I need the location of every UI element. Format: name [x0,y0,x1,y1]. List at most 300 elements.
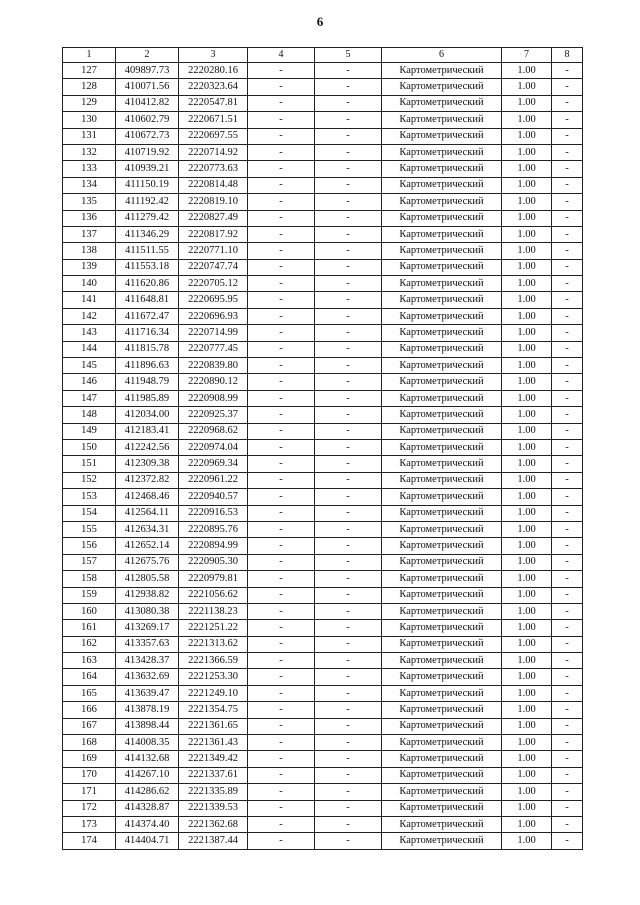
table-cell: 1.00 [502,767,552,783]
table-cell: 1.00 [502,439,552,455]
table-row [63,505,583,521]
table-cell: 1.00 [502,620,552,636]
table-row [63,669,583,685]
table-cell: - [315,63,382,79]
table-cell: 174 [63,833,116,849]
table-cell: 414404.71 [116,833,179,849]
table-cell: 164 [63,669,116,685]
table-cell: 2220696.93 [179,308,248,324]
table-cell: 1.00 [502,243,552,259]
table-cell: 2221138.23 [179,603,248,619]
table-cell: - [552,571,583,587]
table-cell: - [552,374,583,390]
table-cell: 1.00 [502,669,552,685]
table-cell: - [315,325,382,341]
header-cell: 8 [552,48,583,63]
table-cell: Картометрический [382,620,502,636]
table-cell: 163 [63,653,116,669]
table-row [63,489,583,505]
table-cell: - [552,603,583,619]
table-cell: 411279.42 [116,210,179,226]
table-cell: - [248,243,315,259]
table-cell: 412372.82 [116,472,179,488]
table-cell: - [315,210,382,226]
table-row [63,538,583,554]
table-cell: 413269.17 [116,620,179,636]
table-cell: 129 [63,95,116,111]
table-cell: - [552,144,583,160]
table-cell: - [552,718,583,734]
table-cell: - [248,554,315,570]
table-row [63,833,583,849]
table-cell: 1.00 [502,472,552,488]
header-row [63,48,583,63]
table-cell: - [315,407,382,423]
table-cell: - [315,636,382,652]
table-cell: 414328.87 [116,800,179,816]
table-cell: Картометрический [382,439,502,455]
table-cell: Картометрический [382,161,502,177]
table-cell: 1.00 [502,505,552,521]
table-cell: 2221361.43 [179,735,248,751]
table-cell: 2220817.92 [179,226,248,242]
table-cell: 2221251.22 [179,620,248,636]
table-cell: - [248,587,315,603]
table-cell: - [315,358,382,374]
table-cell: 413878.19 [116,702,179,718]
table-cell: - [552,472,583,488]
table-cell: - [248,63,315,79]
table-row [63,177,583,193]
table-cell: 2221361.65 [179,718,248,734]
table-cell: 2220814.48 [179,177,248,193]
table-row [63,358,583,374]
table-cell: Картометрический [382,554,502,570]
table-cell: 1.00 [502,95,552,111]
table-cell: 155 [63,521,116,537]
table-cell: 411896.63 [116,358,179,374]
table-cell: 410939.21 [116,161,179,177]
table-cell: 2220827.49 [179,210,248,226]
table-cell: - [248,341,315,357]
table-cell: 2221337.61 [179,767,248,783]
table-cell: - [248,292,315,308]
table-cell: 154 [63,505,116,521]
table-cell: - [315,571,382,587]
table-row [63,784,583,800]
table-row [63,767,583,783]
table-row [63,341,583,357]
table-row [63,702,583,718]
table-cell: Картометрический [382,292,502,308]
table-cell: - [248,144,315,160]
table-row [63,128,583,144]
table-cell: - [315,292,382,308]
table-cell: 1.00 [502,718,552,734]
table-cell: - [248,521,315,537]
table-cell: - [552,816,583,832]
table-cell: 1.00 [502,735,552,751]
table-cell: 2220908.99 [179,390,248,406]
table-cell: Картометрический [382,374,502,390]
table-cell: - [248,95,315,111]
table-cell: 152 [63,472,116,488]
table-cell: - [248,767,315,783]
table-cell: 138 [63,243,116,259]
table-row [63,816,583,832]
table-row [63,292,583,308]
table-cell: - [315,816,382,832]
table-cell: - [552,489,583,505]
table-cell: - [315,194,382,210]
table-cell: - [552,538,583,554]
table-cell: - [315,456,382,472]
table-cell: 411620.86 [116,276,179,292]
table-cell: 1.00 [502,374,552,390]
table-cell: 1.00 [502,702,552,718]
table-cell: - [248,735,315,751]
table-cell: 1.00 [502,800,552,816]
table-cell: 411150.19 [116,177,179,193]
table-cell: 2220714.92 [179,144,248,160]
table-cell: 1.00 [502,538,552,554]
table-cell: - [248,161,315,177]
table-cell: 1.00 [502,112,552,128]
table-cell: 2220974.04 [179,439,248,455]
table-cell: 412805.58 [116,571,179,587]
table-cell: 139 [63,259,116,275]
header-cell: 3 [179,48,248,63]
table-cell: 146 [63,374,116,390]
table-cell: 132 [63,144,116,160]
table-cell: - [248,308,315,324]
table-row [63,161,583,177]
table-cell: 1.00 [502,259,552,275]
table-cell: - [248,571,315,587]
table-cell: 1.00 [502,79,552,95]
table-cell: 2221362.68 [179,816,248,832]
table-cell: - [248,112,315,128]
table-body [63,48,583,850]
table-cell: 411192.42 [116,194,179,210]
table-cell: Картометрический [382,751,502,767]
table-cell: 173 [63,816,116,832]
table-cell: 2220547.81 [179,95,248,111]
table-cell: - [248,538,315,554]
table-cell: 409897.73 [116,63,179,79]
table-cell: Картометрический [382,128,502,144]
table-cell: Картометрический [382,63,502,79]
table-cell: 1.00 [502,407,552,423]
table-cell: 170 [63,767,116,783]
table-cell: 413080.38 [116,603,179,619]
table-cell: Картометрический [382,472,502,488]
table-cell: 412634.31 [116,521,179,537]
table-cell: - [248,226,315,242]
table-row [63,407,583,423]
table-row [63,571,583,587]
table-row [63,521,583,537]
table-cell: - [315,439,382,455]
table-cell: Картометрический [382,210,502,226]
table-cell: Картометрический [382,112,502,128]
table-cell: - [552,784,583,800]
table-row [63,685,583,701]
table-cell: Картометрический [382,456,502,472]
table-cell: 1.00 [502,587,552,603]
table-cell: - [248,276,315,292]
table-cell: - [552,259,583,275]
table-cell: 2220695.95 [179,292,248,308]
table-row [63,79,583,95]
table-cell: 1.00 [502,390,552,406]
table-cell: 1.00 [502,210,552,226]
table-row [63,439,583,455]
table-cell: 166 [63,702,116,718]
header-cell: 7 [502,48,552,63]
table-cell: 145 [63,358,116,374]
table-row [63,374,583,390]
table-cell: 2221349.42 [179,751,248,767]
table-cell: 1.00 [502,554,552,570]
table-cell: 149 [63,423,116,439]
table-cell: 140 [63,276,116,292]
table-cell: 1.00 [502,423,552,439]
table-cell: - [315,95,382,111]
header-cell: 1 [63,48,116,63]
table-cell: 1.00 [502,751,552,767]
table-cell: 413428.37 [116,653,179,669]
table-cell: 153 [63,489,116,505]
table-cell: - [552,751,583,767]
table-cell: 128 [63,79,116,95]
table-cell: - [552,161,583,177]
table-row [63,800,583,816]
table-cell: 411985.89 [116,390,179,406]
table-cell: 1.00 [502,63,552,79]
table-cell: - [552,505,583,521]
table-row [63,620,583,636]
table-cell: - [552,79,583,95]
table-cell: 2221366.59 [179,653,248,669]
table-cell: - [315,800,382,816]
table-cell: Картометрический [382,587,502,603]
table-cell: - [248,79,315,95]
table-cell: - [552,407,583,423]
table-cell: - [552,128,583,144]
table-row [63,636,583,652]
table-cell: 136 [63,210,116,226]
table-row [63,63,583,79]
table-cell: - [248,472,315,488]
table-cell: 412034.00 [116,407,179,423]
table-cell: 411815.78 [116,341,179,357]
table-cell: - [248,718,315,734]
table-cell: - [315,226,382,242]
table-cell: - [315,144,382,160]
table-cell: - [315,489,382,505]
table-cell: 1.00 [502,177,552,193]
coordinates-table [62,47,583,850]
table-cell: 2220773.63 [179,161,248,177]
table-cell: - [315,620,382,636]
table-cell: Картометрический [382,571,502,587]
table-cell: 130 [63,112,116,128]
table-cell: - [248,423,315,439]
table-cell: - [248,685,315,701]
table-cell: 411511.55 [116,243,179,259]
table-cell: - [248,669,315,685]
table-cell: 2220961.22 [179,472,248,488]
table-cell: - [248,816,315,832]
table-cell: Картометрический [382,784,502,800]
table-cell: 2221313.62 [179,636,248,652]
table-cell: 2220969.34 [179,456,248,472]
table-row [63,603,583,619]
table-cell: 2220671.51 [179,112,248,128]
table-cell: 2221056.62 [179,587,248,603]
table-cell: 134 [63,177,116,193]
table-cell: - [315,128,382,144]
table-cell: Картометрический [382,194,502,210]
table-cell: 1.00 [502,292,552,308]
table-cell: 1.00 [502,194,552,210]
table-cell: 412309.38 [116,456,179,472]
table-cell: 172 [63,800,116,816]
table-cell: 412652.14 [116,538,179,554]
table-cell: 169 [63,751,116,767]
table-cell: - [248,603,315,619]
table-cell: 410602.79 [116,112,179,128]
table-cell: Картометрический [382,407,502,423]
table-cell: 1.00 [502,603,552,619]
table-cell: Картометрический [382,669,502,685]
table-cell: - [248,325,315,341]
table-cell: - [248,505,315,521]
table-cell: 2220280.16 [179,63,248,79]
table-cell: Картометрический [382,603,502,619]
table-cell: 158 [63,571,116,587]
table-cell: 411553.18 [116,259,179,275]
table-row [63,194,583,210]
table-cell: 150 [63,439,116,455]
table-cell: 1.00 [502,308,552,324]
table-cell: 411648.81 [116,292,179,308]
header-cell: 6 [382,48,502,63]
table-cell: Картометрический [382,144,502,160]
table-cell: - [315,784,382,800]
table-cell: - [248,407,315,423]
table-cell: 2220747.74 [179,259,248,275]
table-cell: Картометрический [382,653,502,669]
table-cell: - [248,177,315,193]
table-row [63,472,583,488]
table-cell: 141 [63,292,116,308]
table-row [63,144,583,160]
table-cell: - [315,472,382,488]
table-cell: 1.00 [502,833,552,849]
table-cell: - [552,341,583,357]
table-cell: 412675.76 [116,554,179,570]
table-cell: - [315,243,382,259]
table-cell: Картометрический [382,636,502,652]
table-cell: 1.00 [502,276,552,292]
table-cell: 2221339.53 [179,800,248,816]
table-cell: 131 [63,128,116,144]
table-cell: - [315,554,382,570]
table-cell: - [552,358,583,374]
table-cell: Картометрический [382,243,502,259]
table-cell: 412564.11 [116,505,179,521]
table-cell: - [315,390,382,406]
table-cell: 1.00 [502,325,552,341]
table-cell: Картометрический [382,390,502,406]
table-cell: Картометрический [382,718,502,734]
table-cell: 2221249.10 [179,685,248,701]
table-cell: - [248,800,315,816]
table-cell: 147 [63,390,116,406]
table-cell: Картометрический [382,816,502,832]
table-cell: Картометрический [382,521,502,537]
table-cell: 414374.40 [116,816,179,832]
table-cell: - [552,308,583,324]
table-cell: 410672.73 [116,128,179,144]
table-cell: - [315,341,382,357]
table-cell: 412938.82 [116,587,179,603]
table-cell: Картометрический [382,259,502,275]
table-row [63,243,583,259]
table-cell: - [552,456,583,472]
table-cell: - [552,112,583,128]
table-cell: 135 [63,194,116,210]
table-cell: - [315,751,382,767]
table-cell: Картометрический [382,489,502,505]
table-cell: - [552,653,583,669]
table-row [63,554,583,570]
table-cell: - [552,276,583,292]
table-cell: 1.00 [502,358,552,374]
table-cell: 2220819.10 [179,194,248,210]
table-cell: 133 [63,161,116,177]
table-cell: Картометрический [382,735,502,751]
table-cell: 1.00 [502,489,552,505]
table-row [63,308,583,324]
table-cell: Картометрический [382,325,502,341]
table-cell: - [248,489,315,505]
table-cell: 1.00 [502,653,552,669]
table-cell: - [315,718,382,734]
table-cell: - [552,833,583,849]
table-cell: 411346.29 [116,226,179,242]
table-cell: 414286.62 [116,784,179,800]
table-cell: Картометрический [382,685,502,701]
table-cell: 411672.47 [116,308,179,324]
table-cell: - [552,194,583,210]
table-cell: 1.00 [502,341,552,357]
table-cell: 1.00 [502,521,552,537]
table-row [63,653,583,669]
table-cell: - [248,374,315,390]
table-cell: 2220895.76 [179,521,248,537]
table-cell: 137 [63,226,116,242]
table-cell: - [315,735,382,751]
table-cell: - [552,390,583,406]
table-row [63,456,583,472]
table-cell: 148 [63,407,116,423]
table-cell: - [552,226,583,242]
table-cell: - [248,456,315,472]
table-cell: - [552,521,583,537]
